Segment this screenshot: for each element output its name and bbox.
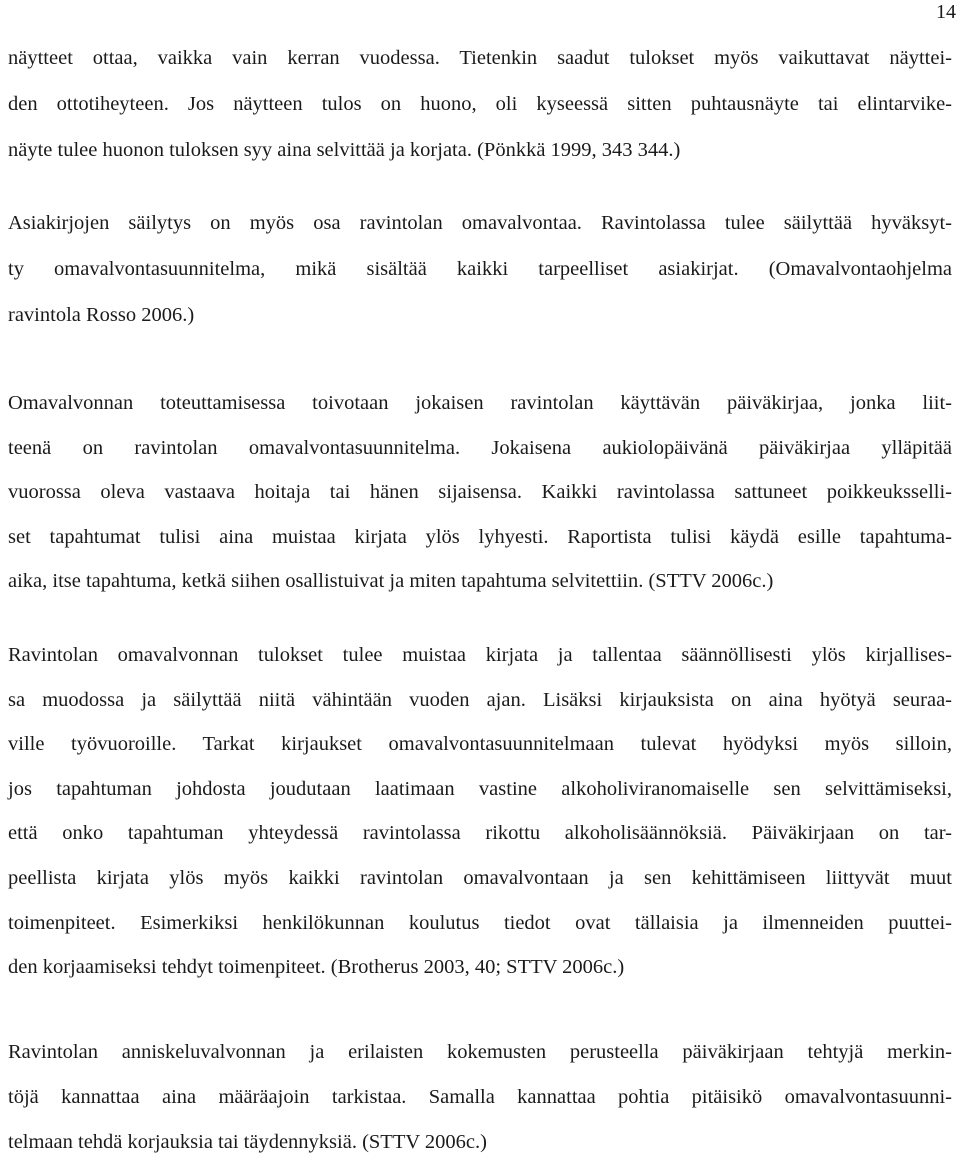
text-line: sa muodossa ja säilyttää niitä vähintään vuoden ajan. Lisäksi kirjauksista on aina hyötyä seuraa- (8, 688, 952, 711)
text-line: aika, itse tapahtuma, ketkä siihen osallistuivat ja miten tapahtuma selvitettiin. (STTV 2006c.) (8, 570, 774, 593)
page-number: 14 (936, 1, 956, 23)
text-line: set tapahtumat tulisi aina muistaa kirjata ylös lyhyesti. Raportista tulisi käydä esille tapahtuma- (8, 525, 952, 548)
text-line: töjä kannattaa aina määräajoin tarkistaa. Samalla kannattaa pohtia pitäisikö omavalvontasuunni- (8, 1086, 952, 1108)
text-line: peellista kirjata ylös myös kaikki ravintolan omavalvontaan ja sen kehittämiseen liittyvät muut (8, 866, 952, 889)
text-line: näyte tulee huonon tuloksen syy aina selvittää ja korjata. (Pönkkä 1999, 343 344.) (8, 139, 681, 161)
text-line: den ottotiheyteen. Jos näytteen tulos on huono, oli kyseessä sitten puhtausnäyte tai elintarvike- (8, 93, 952, 115)
paragraph-recording-results (8, 633, 952, 990)
text-line: teenä on ravintolan omavalvontasuunnitelma. Jokaisena aukiolopäivänä päiväkirjaa ylläpitää (8, 436, 952, 459)
text-line: den korjaamiseksi tehdyt toimenpiteet. (Brotherus 2003, 40; STTV 2006c.) (8, 956, 625, 979)
text-line: ty omavalvontasuunnitelma, mikä sisältää kaikki tarpeelliset asiakirjat. (Omavalvontaohjelma (8, 258, 952, 280)
text-line: jos tapahtuman johdosta joudutaan laatimaan vastine alkoholiviranomaiselle sen selvittämiseksi, (8, 777, 952, 800)
text-line: Omavalvonnan toteuttamisessa toivotaan jokaisen ravintolan käyttävän päiväkirjaa, jonka liit- (8, 392, 952, 414)
paragraph-diary-implementation (8, 381, 952, 604)
text-line: telmaan tehdä korjauksia tai täydennyksiä. (STTV 2006c.) (8, 1131, 487, 1153)
text-line: Asiakirjojen säilytys on myös osa ravintolan omavalvontaa. Ravintolassa tulee säilyttää hyväksyt- (8, 212, 952, 234)
text-line: Ravintolan anniskeluvalvonnan ja erilaisten kokemusten perusteella päiväkirjaan tehtyjä merkin- (8, 1041, 952, 1063)
paragraph-document-storage (8, 200, 952, 338)
text-line: vuorossa oleva vastaava hoitaja tai hänen sijaisensa. Kaikki ravintolassa sattuneet poikkeuksselli- (8, 481, 952, 504)
text-line: ville työvuoroille. Tarkat kirjaukset omavalvontasuunnitelmaan tulevat hyödyksi myös silloin, (8, 733, 952, 756)
text-line: toimenpiteet. Esimerkiksi henkilökunnan koulutus tiedot ovat tällaisia ja ilmenneiden puuttei- (8, 911, 952, 934)
text-line: näytteet ottaa, vaikka vain kerran vuodessa. Tietenkin saadut tulokset myös vaikuttavat näyttei- (8, 47, 952, 69)
text-line: että onko tapahtuman yhteydessä ravintolassa rikottu alkoholisäännöksiä. Päiväkirjaan on tar- (8, 822, 952, 845)
text-line: ravintola Rosso 2006.) (8, 304, 195, 326)
paragraph-sample-frequency (8, 35, 952, 173)
paragraph-diary-review (8, 1030, 952, 1165)
text-line: Ravintolan omavalvonnan tulokset tulee muistaa kirjata ja tallentaa säännöllisesti ylös kirjallises- (8, 644, 952, 666)
